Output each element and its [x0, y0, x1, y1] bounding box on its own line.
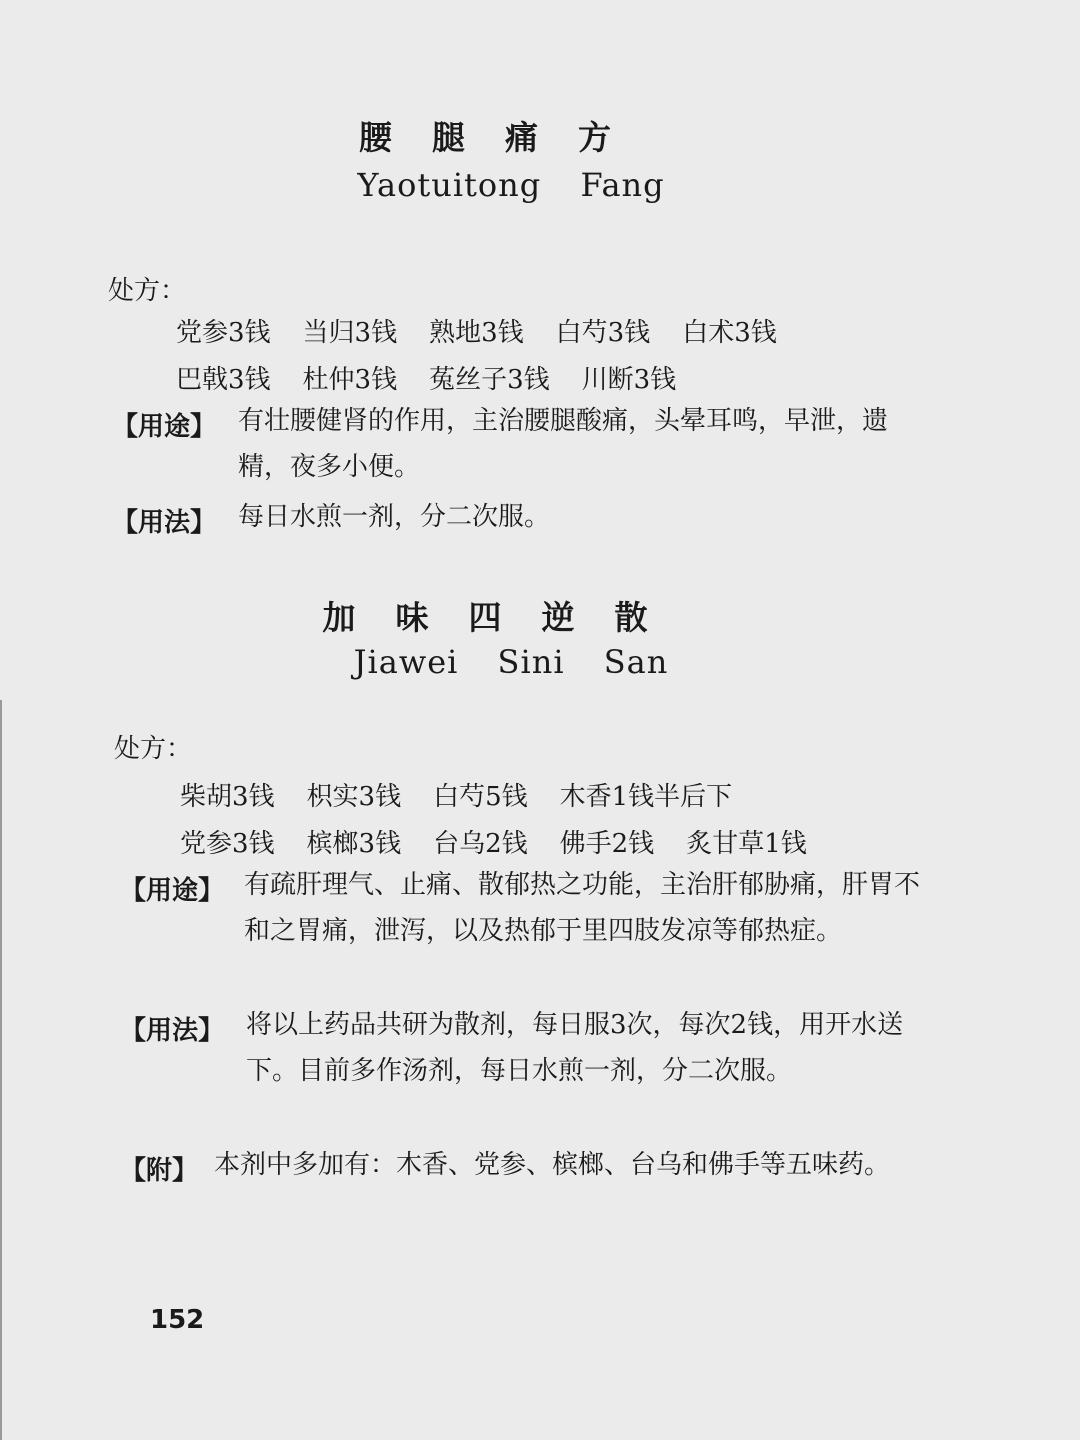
ingredient: 台乌2钱	[433, 829, 528, 859]
ingredient: 巴戟3钱	[176, 365, 271, 395]
formula2-title-cn: 加味四逆散	[322, 598, 688, 637]
formula1-usage-tag: 【用途】	[112, 412, 217, 442]
ingredient: 菟丝子3钱	[429, 365, 550, 395]
formula1-usage-text: 有壮腰健肾的作用，主治腰腿酸痛，头晕耳鸣，早泄，遗精，夜多小便。	[238, 406, 889, 482]
formula2-ingredients-row2	[180, 823, 807, 860]
ingredient: 白芍3钱	[555, 318, 651, 348]
formula1-ingredients-row2	[176, 359, 676, 396]
ingredient: 白芍5钱	[433, 782, 528, 812]
ingredient: 柴胡3钱	[180, 782, 275, 812]
formula2-usage-text: 有疏肝理气、止痛、散郁热之功能，主治肝郁胁痛，肝胃不和之胃痛，泄泻，以及热郁于里四肢发凉等郁热症。	[244, 870, 921, 946]
formula1-title-pinyin: Yaotuitong Fang	[357, 166, 665, 204]
ingredient: 木香1钱半后下	[559, 782, 733, 812]
ingredient: 炙甘草1钱	[686, 829, 807, 859]
ingredient: 杜仲3钱	[302, 365, 398, 395]
formula2-method-text: 将以上药品共研为散剂，每日服3次，每次2钱，用开水送下。目前多作汤剂，每日水煎一剂，分二次服。	[246, 1010, 904, 1086]
formula2-prescription-label: 处方：	[114, 734, 193, 764]
formula2-ingredients-row1	[180, 776, 732, 813]
ingredient: 党参3钱	[180, 829, 275, 859]
formula1-prescription-label: 处方：	[108, 276, 187, 306]
ingredient: 党参3钱	[176, 318, 271, 348]
ingredient: 熟地3钱	[429, 318, 524, 348]
ingredient: 当归3钱	[302, 318, 398, 348]
ingredient: 佛手2钱	[559, 829, 655, 859]
formula1-method-tag: 【用法】	[112, 508, 217, 538]
formula2-usage-tag: 【用途】	[120, 876, 225, 906]
formula1-ingredients-row1	[176, 312, 777, 349]
ingredient: 枳实3钱	[306, 782, 402, 812]
formula1-title-cn: 腰腿痛方	[359, 118, 651, 157]
formula2-method-tag: 【用法】	[120, 1016, 225, 1046]
page-number: 152	[150, 1305, 205, 1335]
formula2-note-tag: 【附】	[120, 1156, 199, 1186]
page-edge-shadow	[0, 700, 2, 1440]
formula1-method-text: 每日水煎一剂，分二次服。	[238, 502, 551, 532]
formula2-title-pinyin: Jiawei Sini San	[353, 643, 669, 681]
formula2-note-text: 本剂中多加有：木香、党参、槟榔、台乌和佛手等五味药。	[214, 1150, 891, 1180]
ingredient: 槟榔3钱	[306, 829, 402, 859]
ingredient: 白术3钱	[682, 318, 777, 348]
ingredient: 川断3钱	[581, 365, 677, 395]
